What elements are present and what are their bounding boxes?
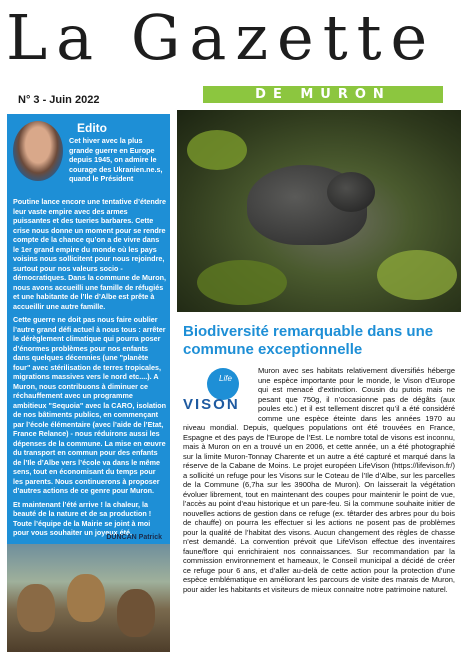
foliage-shape bbox=[197, 260, 287, 305]
mink-photo bbox=[177, 110, 461, 312]
logo-vison-text: VISON bbox=[183, 396, 240, 413]
edito-paragraph: Poutine lance encore une tentative d’étendre leur vaste empire avec des armes puissantes et des tueries barbares. Cette crise nous donne un moment pour se rendre compte de la chance qu’on a de vivre dans le 1er grand empire du monde où les pays voisins nous sollicitent pour nous rejoindre, surtout pour nos valeurs socio - démocratiques. Dans la commune de Muron, nous avons accueilli une famille de réfugiés et une habitante de l’Ile d’Albe est prête à accueillir une autre famille. bbox=[13, 197, 166, 311]
edito-paragraph: Cette guerre ne doit pas nous faire oublier l’autre grand défi actuel à nous tous : arrêter le dérèglement climatique qui pourra poser d’énormes problèmes pour nos enfants dans quelques décennies (une "planète four" avec stérilisation de terres tropicales, migrations massives vers le nord etc....). A Muron, nous contribuons à diminuer ce réchauffement avec un programme ambitieux "Sequoia" avec la CARO, isolation de nos bâtiments publics, en commençant par l’école élémentaire (avec l’aide de l’Etat, France Relance) - nous réduirons aussi les dépenses de la commune. La mise en œuvre du transport en commun pour des enfants de l’Ile d’Albe vers l’école va dans le même sens, tout en économisant du temps pour les parents. Nous continuerons à proposer d’autres actions de ce genre pour Muron. bbox=[13, 315, 167, 495]
issue-number: N° 3 - Juin 2022 bbox=[18, 94, 100, 106]
author-photo bbox=[13, 121, 63, 181]
article-title: Biodiversité remarquable dans une commune exceptionnelle bbox=[183, 323, 434, 358]
masthead-subtitle: DE MURON bbox=[255, 87, 391, 102]
logo-life-text: Life bbox=[219, 374, 232, 383]
article-body bbox=[183, 366, 455, 594]
edito-panel bbox=[7, 114, 170, 652]
edito-body bbox=[13, 197, 166, 542]
edito-signature: DUNCAN Patrick bbox=[106, 534, 162, 541]
cow-shape bbox=[67, 574, 105, 622]
mink-head bbox=[327, 172, 375, 212]
foliage-shape bbox=[377, 250, 457, 300]
cows-photo bbox=[7, 544, 170, 652]
foliage-shape bbox=[187, 130, 247, 170]
logo-spacer bbox=[183, 366, 258, 422]
masthead-title: La Gazette bbox=[6, 1, 437, 74]
masthead-subtitle-band bbox=[203, 86, 443, 103]
edito-lead: Cet hiver avec la plus grande guerre en Europe depuis 1945, on admire le courage des Ukranien.ne.s, quand le Président bbox=[69, 136, 163, 184]
cow-shape bbox=[117, 589, 155, 637]
cow-shape bbox=[17, 584, 55, 632]
edito-paragraph: Et maintenant l’été arrive ! la chaleur, la beauté de la nature et de sa production ! Toute l’équipe de la Mairie se joint à moi pour vous souhaiter un joyeux été. bbox=[13, 499, 152, 537]
edito-heading: Edito bbox=[77, 121, 107, 135]
article-text: Muron avec ses habitats relativement diversifiés héberge une espèce importante pour le monde, le Vison d’Europe qui est menacé d’extinction. Cousin du putois mais ne pesant que 750g, il n’occasionne pas de dégâts (aux poules etc.) et il est tellement discret qu’il a été considéré comme une espèce éteinte dans les années 1970 au niveau mondial. Depuis, quelques populations ont été trouvées en France, Espagne et des pays de l’Europe de l’Est. Le nombre total de visons est inconnu, mais à Muron on en a trouvé un en 2006, et cette année, un a été photographié sur la limite Muron-Tonnay Charente et un autre a été capturé et marqué dans la réserve de la Cabane de Moins. Le projet européen LifeVison (https://lifevison.fr/) a sollicité un refuge pour les Visons sur le Coteau de l’Ile d’Albe, sur les parcelles de la Commune (6,7ha sur les 3900ha de Muron). On laisserait la végétation évoluer librement, tout en maintenant des coupes pour maintenir le point de vue, l’accès au point d’eau historique et un pare-feu. Si la commune souhaite initier de nouvelles actions de gestion dans ce refuge (ex. têtarder des arbres pour du bois de chauffe) on pourra les effectuer si les actions ne posent pas de problèmes pour la qualité de l’habitat des visons. Aucun changement des règles de chasse n’est demandé. La convention prévoit que LifeVison effectue des inventaires faune/flore qui enrichiraient nos connaissances. Sur recommandation par la commission environnement et hameaux, le Conseil municipal a décidé de créer ce refuge pour 6 ans, et d’aller au-delà de cette action pour la protection d’une espèce emblématique en améliorant les parcours de visite des marais de Muron, pour aider les habitants et visiteurs de mieux connaitre notre patrimoine naturel. bbox=[183, 366, 455, 594]
